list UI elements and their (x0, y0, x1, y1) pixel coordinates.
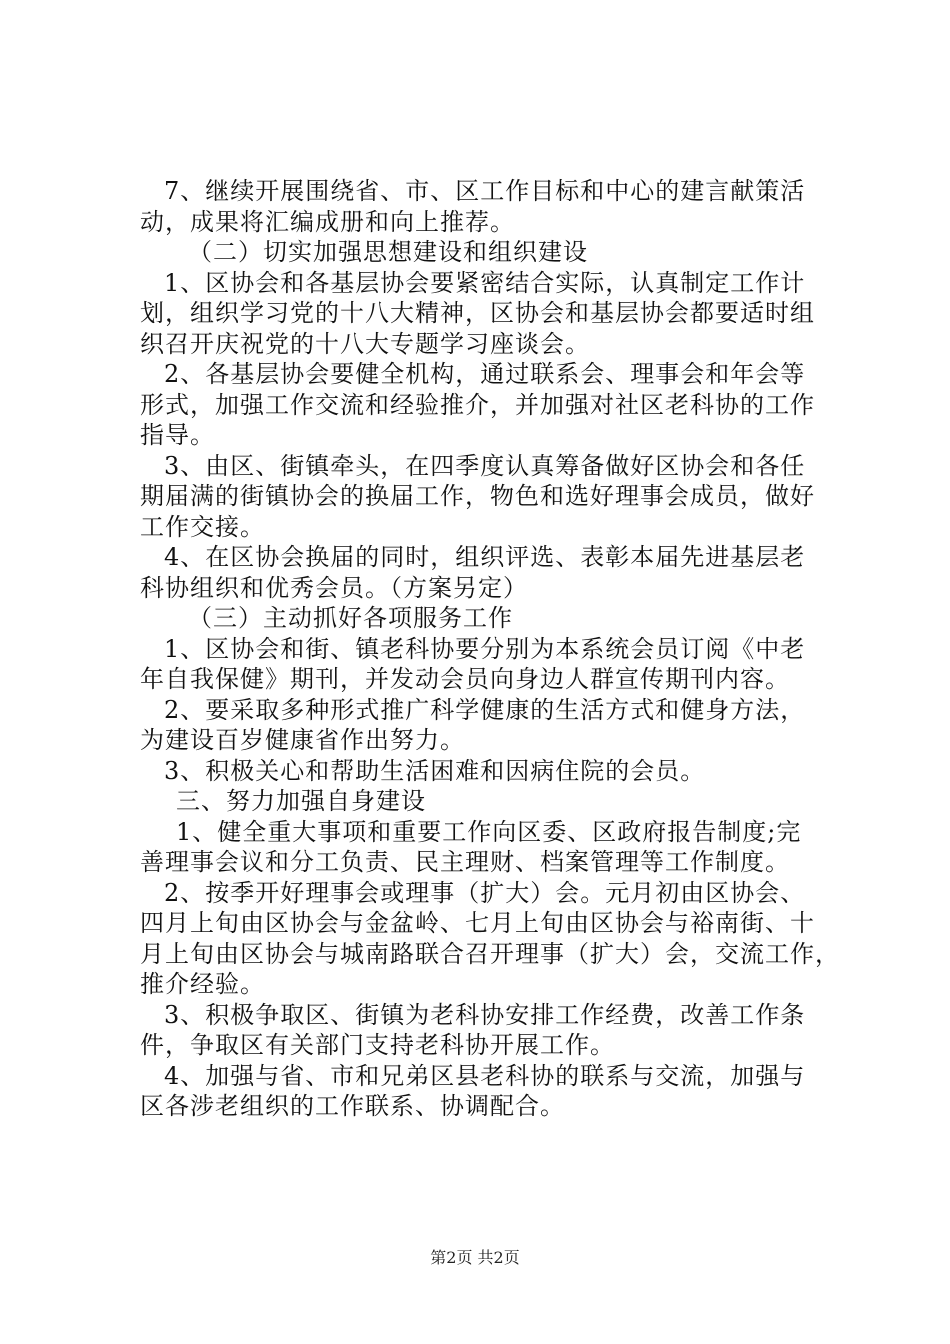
text-line: 工作交接。 (140, 512, 265, 541)
text-line: 指导。 (140, 421, 215, 449)
text-line: 1、区协会和各基层协会要紧密结合实际，认真制定工作计 (164, 268, 806, 297)
text-line: 4、在区协会换届的同时，组织评选、表彰本届先进基层老 (164, 543, 806, 571)
text-line: 2、要采取多种形式推广科学健康的生活方式和健身方法， (164, 695, 806, 724)
text-line: 织召开庆祝党的十八大专题学习座谈会。 (140, 329, 590, 358)
text-line: 2、按季开好理事会或理事（扩大）会。元月初由区协会、 (164, 878, 806, 907)
text-line: 三、努力加强自身建设 (176, 787, 426, 815)
text-line: 期届满的街镇协会的换届工作，物色和选好理事会成员，做好 (140, 482, 815, 510)
text-line: 动，成果将汇编成册和向上推荐。 (140, 207, 515, 236)
text-line: 4、加强与省、市和兄弟区县老科协的联系与交流，加强与 (164, 1061, 806, 1090)
text-line: 2、各基层协会要健全机构，通过联系会、理事会和年会等 (164, 360, 806, 388)
text-line: 件，争取区有关部门支持老科协开展工作。 (140, 1031, 615, 1059)
text-line: （二）切实加强思想建设和组织建设 (188, 238, 588, 266)
text-line: 四月上旬由区协会与金盆岭、七月上旬由区协会与裕南街、十 (140, 909, 815, 937)
text-line: 3、积极争取区、街镇为老科协安排工作经费，改善工作条 (164, 1000, 806, 1029)
text-line: 3、积极关心和帮助生活困难和因病住院的会员。 (164, 756, 706, 785)
text-line: 月上旬由区协会与城南路联合召开理事（扩大）会，交流工作， (140, 939, 840, 968)
text-line: 推介经验。 (140, 970, 265, 998)
text-line: 1、区协会和街、镇老科协要分别为本系统会员订阅《中老 (164, 634, 806, 663)
text-line: 科协组织和优秀会员。（方案另定） (140, 573, 528, 602)
text-line: 善理事会议和分工负责、民主理财、档案管理等工作制度。 (140, 848, 790, 876)
text-line: 形式，加强工作交流和经验推介，并加强对社区老科协的工作 (140, 390, 815, 419)
page-footer: 第2页 共2页 (430, 1248, 520, 1267)
text-line: 7、继续开展围绕省、市、区工作目标和中心的建言献策活 (164, 177, 806, 205)
text-line: 3、由区、街镇牵头，在四季度认真筹备做好区协会和各任 (164, 451, 806, 480)
text-line: 为建设百岁健康省作出努力。 (140, 726, 465, 754)
text-line: （三）主动抓好各项服务工作 (188, 604, 513, 632)
text-line: 年自我保健》期刊，并发动会员向身边人群宣传期刊内容。 (140, 665, 790, 693)
document-body (140, 176, 845, 1122)
text-line: 1、健全重大事项和重要工作向区委、区政府报告制度;完 (176, 817, 802, 846)
text-line: 区各涉老组织的工作联系、协调配合。 (140, 1092, 565, 1120)
text-line: 划，组织学习党的十八大精神，区协会和基层协会都要适时组 (140, 299, 815, 327)
